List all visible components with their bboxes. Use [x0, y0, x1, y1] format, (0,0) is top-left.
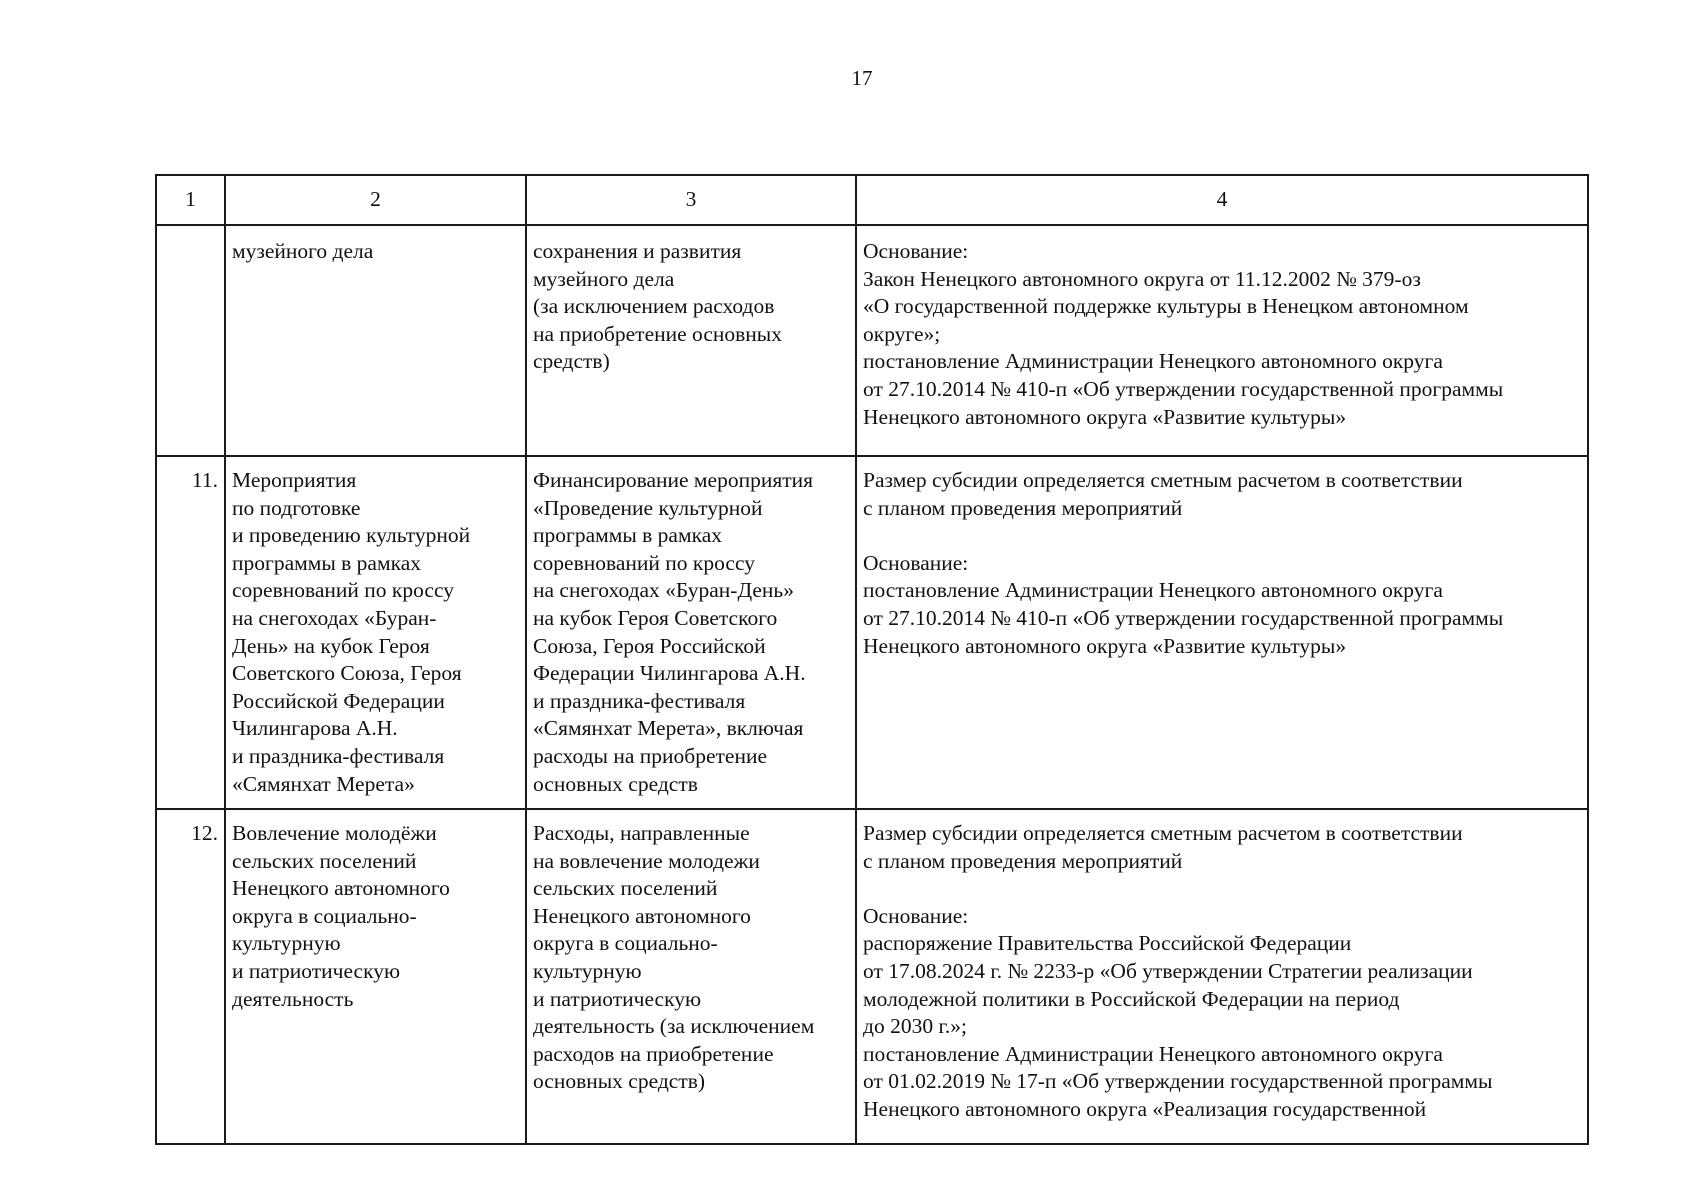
text-line: от 01.02.2019 № 17-п «Об утверждении государственной программы: [863, 1069, 1493, 1094]
table-row: [156, 225, 1588, 456]
text-line: День» на кубок Героя: [232, 633, 430, 658]
text-line: от 27.10.2014 № 410-п «Об утверждении государственной программы: [863, 376, 1504, 401]
text-line: округе»;: [863, 321, 941, 346]
text-line: и праздника-фестиваля: [533, 688, 746, 713]
text-line: культурную: [533, 958, 642, 983]
text-line: «Сямянхат Мерета», включая: [533, 716, 804, 741]
table-row: [156, 456, 1588, 809]
expense-purpose-cell: [526, 809, 856, 1144]
text-line: молодежной политики в Российской Федерации на период: [863, 986, 1400, 1011]
text-line: соревнований по кроссу: [533, 550, 755, 575]
text-line: от 27.10.2014 № 410-п «Об утверждении государственной программы: [863, 605, 1504, 630]
text-line: Ненецкого автономного: [533, 903, 751, 928]
text-line: до 2030 г.»;: [863, 1014, 967, 1039]
activity-name-cell: [225, 456, 526, 809]
expense-purpose-cell: [526, 456, 856, 809]
text-line: сохранения и развития: [533, 239, 742, 263]
text-line: с планом проведения мероприятий: [863, 495, 1183, 520]
text-line: Российской Федерации: [232, 688, 445, 713]
text-line: Размер субсидии определяется сметным расчетом в соответствии: [863, 468, 1463, 492]
text-line: Ненецкого автономного округа «Реализация государственной: [863, 1096, 1427, 1121]
text-line: постановление Администрации Ненецкого автономного округа: [863, 349, 1443, 374]
text-line: по подготовке: [232, 495, 361, 520]
text-line: на вовлечение молодежи: [533, 848, 760, 873]
text-line: округа в социально-: [232, 903, 417, 928]
text-line: на снегоходах «Буран-: [232, 605, 437, 630]
text-line: «О государственной поддержке культуры в Ненецком автономном: [863, 294, 1469, 319]
row-number: 11.: [156, 456, 225, 809]
text-line: и патриотическую: [232, 958, 401, 983]
paragraph-gap: [863, 875, 1581, 903]
text-line: музейного дела: [533, 266, 675, 291]
text-line: «Сямянхат Мерета»: [232, 771, 415, 796]
text-line: Вовлечение молодёжи: [232, 821, 437, 845]
text-line: Расходы, направленные: [533, 821, 750, 845]
text-line: от 17.08.2024 г. № 2233-р «Об утверждении Стратегии реализации: [863, 958, 1473, 983]
activity-name-cell: [225, 225, 526, 456]
text-line: Основание:: [863, 239, 969, 263]
text-line: «Проведение культурной: [533, 495, 763, 520]
text-line: программы в рамках: [232, 550, 421, 575]
text-line: постановление Администрации Ненецкого автономного округа: [863, 1041, 1443, 1066]
activity-name-cell: [225, 809, 526, 1144]
table-row: [156, 809, 1588, 1144]
text-line: сельских поселений: [232, 848, 417, 873]
text-line: расходы на приобретение: [533, 743, 768, 768]
text-line: Мероприятия: [232, 468, 357, 492]
header-col-4: 4: [856, 175, 1588, 225]
text-line: на приобретение основных: [533, 321, 782, 346]
text-line: Ненецкого автономного округа «Развитие культуры»: [863, 633, 1347, 658]
text-line: расходов на приобретение: [533, 1041, 774, 1066]
table-header-row: [156, 175, 1588, 225]
text-line: и праздника-фестиваля: [232, 743, 445, 768]
text-line: деятельность (за исключением: [533, 1014, 815, 1039]
page-number: 17: [851, 66, 873, 90]
text-line: основных средств: [533, 771, 698, 796]
header-col-1: 1: [156, 175, 225, 225]
text-line: Ненецкого автономного округа «Развитие культуры»: [863, 404, 1347, 429]
text-line: и проведению культурной: [232, 523, 471, 548]
text-line: Советского Союза, Героя: [232, 661, 462, 686]
legal-basis-cell: [856, 225, 1588, 456]
row-number: [156, 225, 225, 456]
text-line: Ненецкого автономного: [232, 876, 450, 901]
text-line: сельских поселений: [533, 876, 718, 901]
paragraph-gap: [863, 522, 1581, 550]
text-line: музейного дела: [232, 239, 374, 263]
text-line: деятельность: [232, 986, 354, 1011]
row-number: 12.: [156, 809, 225, 1144]
text-line: Основание:: [863, 903, 969, 928]
text-line: соревнований по кроссу: [232, 578, 454, 603]
text-line: с планом проведения мероприятий: [863, 848, 1183, 873]
text-line: Основание:: [863, 550, 969, 575]
text-line: программы в рамках: [533, 523, 722, 548]
subsidy-table: [155, 174, 1589, 1145]
text-line: средств): [533, 349, 610, 374]
text-line: Закон Ненецкого автономного округа от 11.12.2002 № 379-оз: [863, 266, 1421, 291]
text-line: (за исключением расходов: [533, 294, 775, 319]
text-line: Федерации Чилингарова А.Н.: [533, 661, 806, 686]
header-col-2: 2: [225, 175, 526, 225]
text-line: и патриотическую: [533, 986, 702, 1011]
legal-basis-cell: [856, 456, 1588, 809]
text-line: постановление Администрации Ненецкого автономного округа: [863, 578, 1443, 603]
header-col-3: 3: [526, 175, 856, 225]
text-line: Финансирование мероприятия: [533, 468, 814, 492]
text-line: культурную: [232, 931, 341, 956]
text-line: Размер субсидии определяется сметным расчетом в соответствии: [863, 821, 1463, 845]
text-line: на снегоходах «Буран-День»: [533, 578, 794, 603]
legal-basis-cell: [856, 809, 1588, 1144]
text-line: Союза, Героя Российской: [533, 633, 766, 658]
text-line: на кубок Героя Советского: [533, 605, 778, 630]
text-line: Чилингарова А.Н.: [232, 716, 398, 741]
text-line: основных средств): [533, 1069, 706, 1094]
expense-purpose-cell: [526, 225, 856, 456]
text-line: округа в социально-: [533, 931, 718, 956]
text-line: распоряжение Правительства Российской Федерации: [863, 931, 1352, 956]
